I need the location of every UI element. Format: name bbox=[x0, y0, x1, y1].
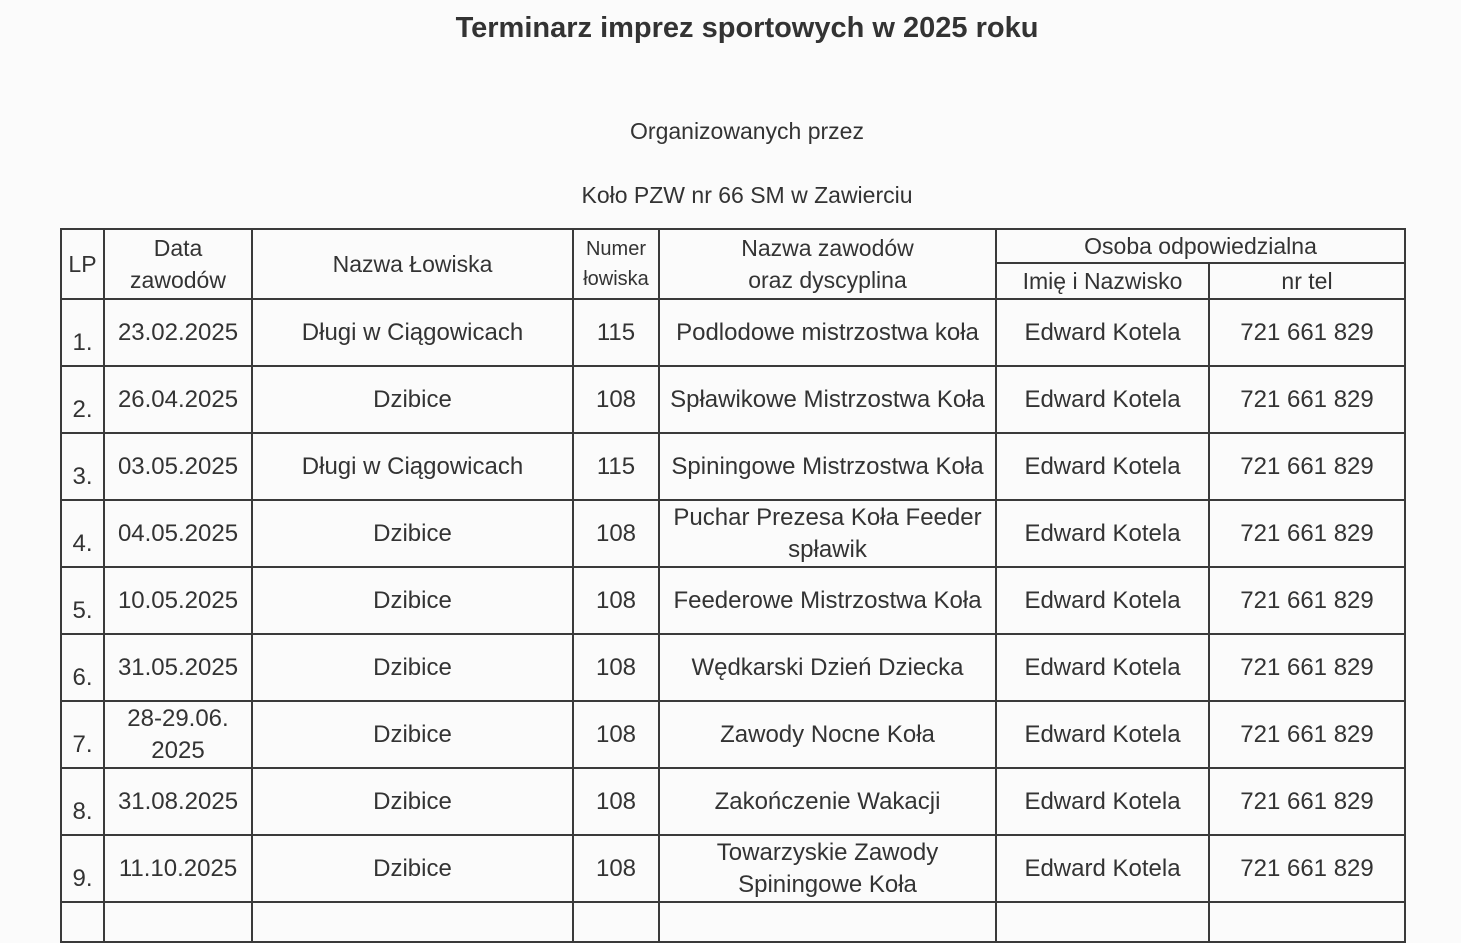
cell-lp-line-1: 8. bbox=[72, 798, 93, 825]
cell-event-line-1: Wędkarski Dzień Dziecka bbox=[691, 653, 964, 681]
cell-lp-line-1: 5. bbox=[72, 597, 93, 624]
cell-phone-line-1: 721 661 829 bbox=[1240, 519, 1374, 547]
cell-phone-line-1: 721 661 829 bbox=[1240, 653, 1374, 681]
cell-event-line-1: Towarzyskie Zawody bbox=[716, 838, 939, 866]
cell-fishery-number-line-1: 108 bbox=[595, 653, 637, 681]
cell-event bbox=[659, 768, 996, 835]
table-row bbox=[61, 701, 1405, 768]
cell-phone bbox=[1209, 500, 1405, 567]
cell-event-line-1: Zakończenie Wakacji bbox=[714, 787, 941, 815]
cell-phone bbox=[1209, 634, 1405, 701]
cell-fishery-number-line-1: 108 bbox=[595, 385, 637, 413]
cell-date bbox=[104, 299, 252, 366]
cell-responsible-name-line-1: Edward Kotela bbox=[1024, 720, 1181, 748]
cell-date-line-1: 04.05.2025 bbox=[117, 519, 239, 547]
cell-phone bbox=[1209, 299, 1405, 366]
header-name: Imię i Nazwisko bbox=[996, 263, 1209, 299]
table-row bbox=[61, 299, 1405, 366]
cell-lp-line-1: 6. bbox=[72, 664, 93, 691]
cell-responsible-name bbox=[996, 433, 1209, 500]
header-phone: nr tel bbox=[1209, 263, 1405, 299]
cell-phone-line-1: 721 661 829 bbox=[1240, 787, 1374, 815]
cell-fishery bbox=[252, 500, 573, 567]
cell-lp-line-1: 7. bbox=[72, 731, 93, 758]
cell-fishery-number bbox=[573, 634, 659, 701]
table-row bbox=[61, 500, 1405, 567]
header-number-line-2: łowiska bbox=[583, 268, 649, 290]
header-responsible: Osoba odpowiedzialna bbox=[996, 229, 1405, 263]
cell-fishery bbox=[252, 768, 573, 835]
cell-date bbox=[104, 634, 252, 701]
cell-event-line-2: Spiningowe Koła bbox=[738, 870, 917, 898]
header-event-line-2: oraz dyscyplina bbox=[748, 267, 907, 293]
cell-fishery bbox=[252, 567, 573, 634]
cell-phone-line-1: 721 661 829 bbox=[1240, 452, 1374, 480]
cell-fishery-line-1: Dzibice bbox=[373, 586, 452, 614]
table-body bbox=[61, 299, 1405, 942]
cell-fishery-number-line-1: 115 bbox=[596, 318, 636, 346]
cell-fishery-number bbox=[573, 701, 659, 768]
cell-phone-line-1: 721 661 829 bbox=[1240, 318, 1374, 346]
cell-responsible-name-line-1: Edward Kotela bbox=[1024, 385, 1181, 413]
cell-lp-line-1: 9. bbox=[72, 865, 93, 892]
cell-lp bbox=[61, 500, 104, 567]
cell-date-line-1: 28-29.06. bbox=[127, 704, 229, 732]
table-row bbox=[61, 366, 1405, 433]
header-date bbox=[104, 229, 252, 299]
cell-date-line-1: 03.05.2025 bbox=[117, 452, 239, 480]
cell-event bbox=[659, 701, 996, 768]
table-row bbox=[61, 567, 1405, 634]
empty-cell bbox=[61, 902, 104, 942]
cell-lp-line-1: 1. bbox=[72, 329, 93, 356]
header-event-line-1: Nazwa zawodów bbox=[741, 235, 914, 261]
cell-lp-line-1: 3. bbox=[72, 463, 93, 490]
cell-fishery-number bbox=[573, 835, 659, 902]
cell-event-line-1: Podlodowe mistrzostwa koła bbox=[676, 318, 979, 346]
cell-event-line-2: spławik bbox=[788, 535, 867, 563]
cell-fishery-number-line-1: 115 bbox=[596, 452, 636, 480]
empty-cell bbox=[996, 902, 1209, 942]
empty-cell bbox=[573, 902, 659, 942]
cell-responsible-name-line-1: Edward Kotela bbox=[1024, 787, 1181, 815]
cell-fishery bbox=[252, 299, 573, 366]
cell-fishery-number bbox=[573, 366, 659, 433]
cell-responsible-name bbox=[996, 701, 1209, 768]
cell-date bbox=[104, 567, 252, 634]
cell-responsible-name bbox=[996, 768, 1209, 835]
cell-responsible-name bbox=[996, 634, 1209, 701]
cell-fishery-line-1: Długi w Ciągowicach bbox=[301, 452, 524, 480]
cell-fishery-line-1: Długi w Ciągowicach bbox=[301, 318, 524, 346]
table-header bbox=[61, 229, 1405, 299]
cell-lp bbox=[61, 835, 104, 902]
cell-event bbox=[659, 634, 996, 701]
cell-lp bbox=[61, 366, 104, 433]
table-row bbox=[61, 433, 1405, 500]
organizer-intro: Organizowanych przez bbox=[630, 118, 864, 144]
organizer-name: Koło PZW nr 66 SM w Zawierciu bbox=[581, 182, 913, 208]
cell-date-line-1: 31.08.2025 bbox=[117, 787, 239, 815]
header-number-line-1: Numer bbox=[585, 238, 646, 260]
cell-responsible-name-line-1: Edward Kotela bbox=[1024, 519, 1181, 547]
cell-event bbox=[659, 299, 996, 366]
header-lp: LP bbox=[61, 229, 104, 299]
cell-phone-line-1: 721 661 829 bbox=[1240, 720, 1374, 748]
cell-phone bbox=[1209, 366, 1405, 433]
cell-date bbox=[104, 500, 252, 567]
cell-event-line-1: Spławikowe Mistrzostwa Koła bbox=[670, 385, 985, 413]
table-row-empty bbox=[61, 902, 1405, 942]
cell-fishery-line-1: Dzibice bbox=[373, 385, 452, 413]
cell-responsible-name-line-1: Edward Kotela bbox=[1024, 653, 1181, 681]
cell-lp-line-1: 2. bbox=[72, 396, 93, 423]
cell-responsible-name-line-1: Edward Kotela bbox=[1024, 318, 1181, 346]
cell-date bbox=[104, 366, 252, 433]
cell-date-line-1: 10.05.2025 bbox=[117, 586, 239, 614]
cell-fishery-line-1: Dzibice bbox=[373, 854, 452, 882]
cell-fishery-number bbox=[573, 299, 659, 366]
cell-responsible-name bbox=[996, 366, 1209, 433]
events-schedule-table bbox=[60, 228, 1406, 943]
cell-responsible-name-line-1: Edward Kotela bbox=[1024, 452, 1181, 480]
cell-fishery-number bbox=[573, 567, 659, 634]
cell-fishery-number-line-1: 108 bbox=[595, 787, 637, 815]
cell-phone bbox=[1209, 433, 1405, 500]
cell-fishery-line-1: Dzibice bbox=[373, 720, 452, 748]
cell-phone-line-1: 721 661 829 bbox=[1240, 385, 1374, 413]
cell-date-line-1: 26.04.2025 bbox=[117, 385, 239, 413]
cell-fishery-line-1: Dzibice bbox=[373, 653, 452, 681]
cell-event bbox=[659, 567, 996, 634]
cell-event-line-1: Feederowe Mistrzostwa Koła bbox=[673, 586, 982, 614]
cell-phone bbox=[1209, 567, 1405, 634]
cell-event bbox=[659, 366, 996, 433]
cell-fishery-number bbox=[573, 433, 659, 500]
cell-lp bbox=[61, 567, 104, 634]
cell-event-line-1: Zawody Nocne Koła bbox=[720, 720, 935, 748]
cell-fishery bbox=[252, 634, 573, 701]
cell-date-line-2: 2025 bbox=[151, 736, 205, 764]
cell-fishery-number-line-1: 108 bbox=[595, 586, 637, 614]
document-title: Terminarz imprez sportowych w 2025 roku bbox=[455, 12, 1039, 44]
empty-cell bbox=[252, 902, 573, 942]
cell-date-line-1: 11.10.2025 bbox=[118, 854, 238, 882]
cell-event bbox=[659, 835, 996, 902]
empty-cell bbox=[1209, 902, 1405, 942]
cell-fishery-line-1: Dzibice bbox=[373, 519, 452, 547]
cell-fishery-number-line-1: 108 bbox=[595, 720, 637, 748]
cell-lp bbox=[61, 701, 104, 768]
cell-responsible-name-line-1: Edward Kotela bbox=[1024, 586, 1181, 614]
cell-fishery-number bbox=[573, 768, 659, 835]
cell-phone bbox=[1209, 768, 1405, 835]
cell-phone bbox=[1209, 701, 1405, 768]
cell-lp bbox=[61, 634, 104, 701]
cell-date bbox=[104, 768, 252, 835]
cell-phone-line-1: 721 661 829 bbox=[1240, 854, 1374, 882]
cell-phone-line-1: 721 661 829 bbox=[1240, 586, 1374, 614]
table-row bbox=[61, 634, 1405, 701]
cell-phone bbox=[1209, 835, 1405, 902]
header-fishery-number bbox=[573, 229, 659, 299]
cell-lp bbox=[61, 433, 104, 500]
empty-cell bbox=[104, 902, 252, 942]
cell-date bbox=[104, 835, 252, 902]
cell-responsible-name-line-1: Edward Kotela bbox=[1024, 854, 1181, 882]
cell-fishery bbox=[252, 835, 573, 902]
cell-lp bbox=[61, 299, 104, 366]
header-date-line-2: zawodów bbox=[130, 267, 226, 293]
empty-cell bbox=[659, 902, 996, 942]
cell-date bbox=[104, 433, 252, 500]
cell-lp-line-1: 4. bbox=[72, 530, 93, 557]
cell-date-line-1: 23.02.2025 bbox=[117, 318, 239, 346]
table-row bbox=[61, 768, 1405, 835]
cell-fishery-line-1: Dzibice bbox=[373, 787, 452, 815]
cell-event-line-1: Spiningowe Mistrzostwa Koła bbox=[671, 452, 984, 480]
cell-fishery-number-line-1: 108 bbox=[595, 854, 637, 882]
cell-lp bbox=[61, 768, 104, 835]
cell-fishery bbox=[252, 701, 573, 768]
cell-responsible-name bbox=[996, 567, 1209, 634]
cell-event bbox=[659, 433, 996, 500]
cell-responsible-name bbox=[996, 500, 1209, 567]
cell-responsible-name bbox=[996, 835, 1209, 902]
header-fishery: Nazwa Łowiska bbox=[252, 229, 573, 299]
cell-fishery-number-line-1: 108 bbox=[595, 519, 637, 547]
cell-date bbox=[104, 701, 252, 768]
cell-event bbox=[659, 500, 996, 567]
header-event bbox=[659, 229, 996, 299]
table-row bbox=[61, 835, 1405, 902]
cell-fishery-number bbox=[573, 500, 659, 567]
cell-fishery bbox=[252, 366, 573, 433]
cell-date-line-1: 31.05.2025 bbox=[117, 653, 239, 681]
cell-responsible-name bbox=[996, 299, 1209, 366]
cell-fishery bbox=[252, 433, 573, 500]
cell-event-line-1: Puchar Prezesa Koła Feeder bbox=[673, 503, 982, 531]
header-date-line-1: Data bbox=[153, 235, 203, 261]
